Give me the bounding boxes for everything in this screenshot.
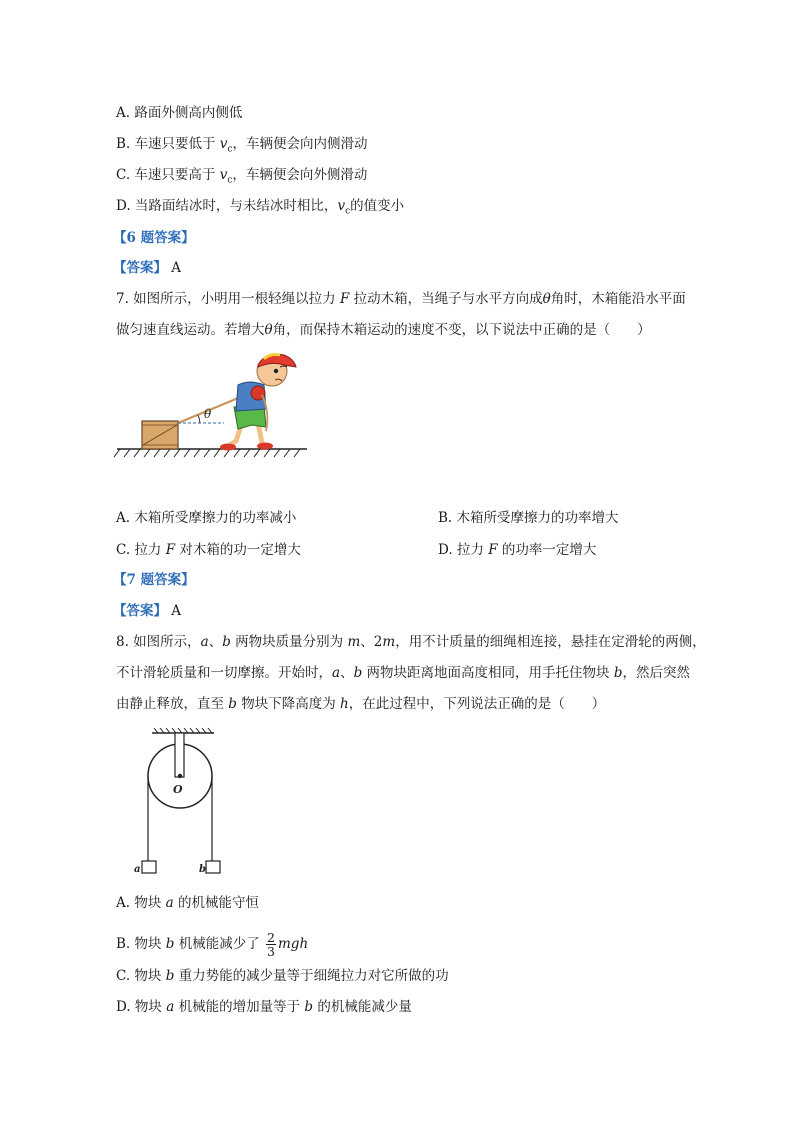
q6-option-d: D. 当路面结冰时，与未结冰时相比，$v_c$的值变小 bbox=[116, 198, 405, 217]
fraction-two-thirds: $\frac{2}{3}$ bbox=[267, 930, 275, 959]
q8-stem-line2: 不计滑轮质量和一切摩擦。开始时，a、b 两物块距离地面高度相同，用手托住物块 b，然后突然 bbox=[116, 665, 690, 681]
q6-option-b: B. 车速只要低于 $v_c$，车辆便会向内侧滑动 bbox=[116, 136, 368, 155]
block-b bbox=[206, 861, 220, 873]
block-a bbox=[142, 861, 156, 873]
q8-option-a: A. 物块 a 的机械能守恒 bbox=[116, 895, 259, 911]
q7-stem-line1: 7. 如图所示，小明用一根轻绳以拉力 F 拉动木箱，当绳子与水平方向成θ角时，木箱能沿水平面 bbox=[116, 291, 686, 307]
q8-option-d: D. 物块 a 机械能的增加量等于 b 的机械能减少量 bbox=[116, 999, 412, 1015]
q6-answer-header: 【6 题答案】 bbox=[113, 230, 195, 246]
q7-answer: 【答案】 A bbox=[113, 603, 182, 619]
q8-pulley-figure bbox=[134, 728, 238, 878]
q7-figure bbox=[112, 345, 322, 465]
wooden-box bbox=[142, 421, 178, 449]
q8-option-b: B. 物块 b 机械能减少了 $\frac{2}{3}$ mgh bbox=[116, 930, 309, 959]
q8-stem-line1: 8. 如图所示，a、b 两物块质量分别为 m、2m，用不计质量的细绳相连接，悬挂在定滑轮的两侧， bbox=[116, 634, 706, 650]
q7-answer-header: 【7 题答案】 bbox=[113, 572, 195, 588]
q7-option-d: D. 拉力 F 的功率一定增大 bbox=[438, 542, 597, 558]
q8-stem-line3: 由静止释放，直至 b 物块下降高度为 h，在此过程中，下列说法正确的是（ ） bbox=[116, 696, 606, 712]
q6-option-c: C. 车速只要高于 $v_c$，车辆便会向外侧滑动 bbox=[116, 167, 368, 186]
block-b-label: b bbox=[199, 864, 206, 875]
block-a-label: a bbox=[134, 864, 141, 875]
q6-answer: 【答案】 A bbox=[113, 260, 182, 276]
q6-option-a: A. 路面外侧高内侧低 bbox=[116, 105, 243, 121]
q7-option-a: A. 木箱所受摩擦力的功率减小 bbox=[116, 510, 297, 526]
q7-option-b: B. 木箱所受摩擦力的功率增大 bbox=[438, 510, 619, 526]
child-pulling-icon bbox=[220, 354, 296, 450]
q8-option-c: C. 物块 b 重力势能的减少量等于细绳拉力对它所做的功 bbox=[116, 968, 449, 984]
theta-label: θ bbox=[204, 407, 212, 421]
q7-option-c: C. 拉力 F 对木箱的功一定增大 bbox=[116, 542, 301, 558]
q7-stem-line2: 做匀速直线运动。若增大θ角，而保持木箱运动的速度不变，以下说法中正确的是（ ） bbox=[116, 322, 651, 338]
pulley-center-label: O bbox=[173, 783, 183, 796]
